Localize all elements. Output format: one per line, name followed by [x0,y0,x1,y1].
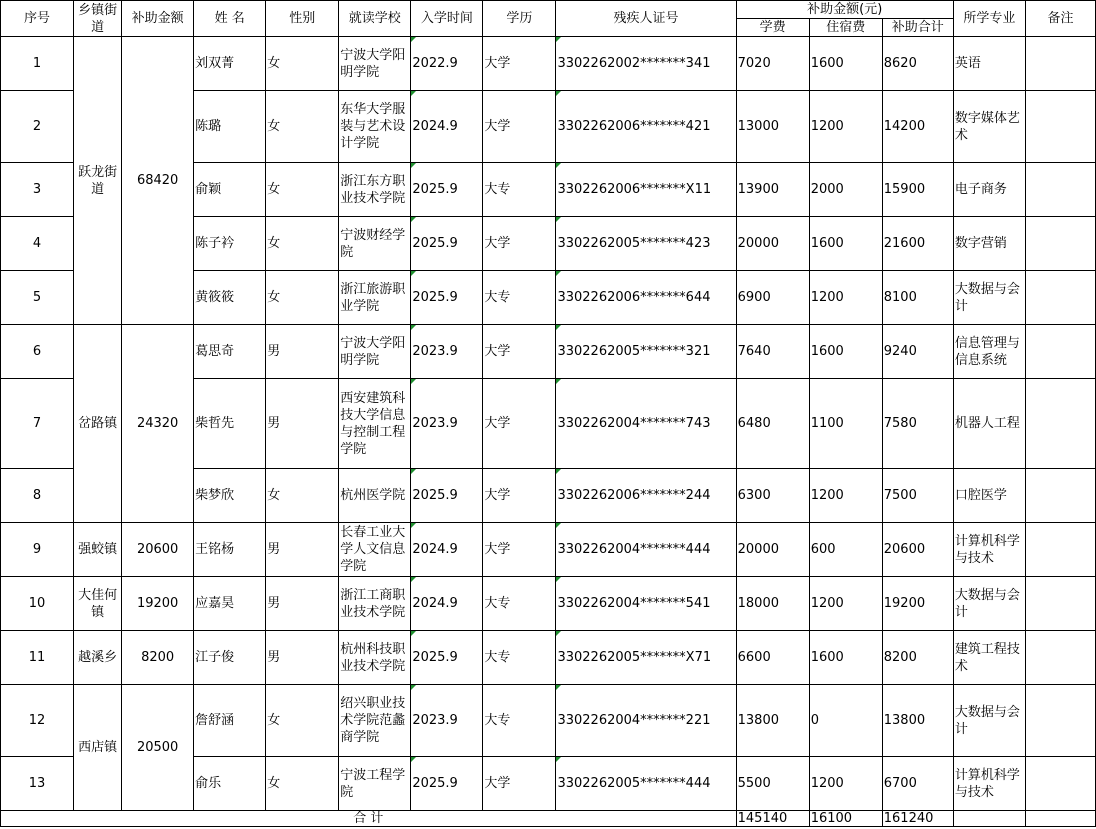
cell-remark[interactable] [1025,163,1095,217]
cell-school[interactable]: 宁波大学阳明学院 [339,325,411,379]
cell-major[interactable]: 电子商务 [953,163,1025,217]
cell-subsidy-total[interactable]: 8200 [882,631,953,685]
cell-lodging[interactable]: 1200 [809,469,882,523]
cell-school[interactable]: 东华大学服装与艺术设计学院 [339,91,411,163]
cell-gender[interactable]: 女 [266,217,339,271]
cell-major[interactable]: 机器人工程 [953,379,1025,469]
table-row [1,37,1096,91]
cell-seq[interactable]: 5 [1,271,74,325]
header-subsidy-amount[interactable]: 补助金额 [122,1,194,37]
cell-education[interactable]: 大学 [483,37,556,91]
cell-remark[interactable] [1025,325,1095,379]
cell-school[interactable]: 宁波财经学院 [339,217,411,271]
cell-lodging[interactable]: 600 [809,523,882,577]
cell-name[interactable]: 陈子衿 [194,217,266,271]
cell-gender[interactable]: 男 [266,379,339,469]
cell-enroll-time[interactable]: 2024.9 [411,577,483,631]
cell-school[interactable]: 浙江工商职业技术学院 [339,577,411,631]
cell-school[interactable]: 宁波大学阳明学院 [339,37,411,91]
table-row [1,325,1096,379]
cell-gender[interactable]: 女 [266,757,339,811]
cell-enroll-time[interactable]: 2025.9 [411,631,483,685]
cell-school[interactable]: 浙江东方职业技术学院 [339,163,411,217]
summary-remark[interactable] [1025,811,1095,827]
cell-name[interactable]: 葛思奇 [194,325,266,379]
cell-remark[interactable] [1025,37,1095,91]
cell-seq[interactable]: 11 [1,631,74,685]
cell-education[interactable]: 大专 [483,271,556,325]
cell-enroll-time[interactable]: 2023.9 [411,379,483,469]
header-name[interactable]: 姓 名 [194,1,266,37]
cell-seq[interactable]: 13 [1,757,74,811]
header-enroll-time[interactable]: 入学时间 [411,1,483,37]
cell-major[interactable]: 英语 [953,37,1025,91]
cell-enroll-time[interactable]: 2025.9 [411,757,483,811]
cell-tuition[interactable]: 7640 [736,325,809,379]
table-row [1,685,1096,757]
cell-name[interactable]: 黄筱筱 [194,271,266,325]
cell-education[interactable]: 大学 [483,379,556,469]
cell-town[interactable]: 岔路镇 [74,325,122,523]
cell-remark[interactable] [1025,757,1095,811]
table-row [1,523,1096,577]
cell-disability-id[interactable]: 3302262006*******X11 [556,163,736,217]
cell-lodging[interactable]: 1200 [809,757,882,811]
cell-seq[interactable]: 9 [1,523,74,577]
cell-disability-id[interactable]: 3302262004*******444 [556,523,736,577]
table-row [1,577,1096,631]
cell-enroll-time[interactable]: 2023.9 [411,325,483,379]
cell-major[interactable]: 数字营销 [953,217,1025,271]
cell-name[interactable]: 陈璐 [194,91,266,163]
cell-enroll-time[interactable]: 2025.9 [411,217,483,271]
cell-gender[interactable]: 男 [266,523,339,577]
cell-subsidy-amount[interactable]: 20600 [122,523,194,577]
cell-seq[interactable]: 10 [1,577,74,631]
cell-education[interactable]: 大学 [483,325,556,379]
cell-major[interactable]: 信息管理与信息系统 [953,325,1025,379]
cell-education[interactable]: 大学 [483,469,556,523]
cell-remark[interactable] [1025,685,1095,757]
cell-gender[interactable]: 男 [266,325,339,379]
cell-subsidy-total[interactable]: 13800 [882,685,953,757]
cell-lodging[interactable]: 1200 [809,271,882,325]
cell-name[interactable]: 江子俊 [194,631,266,685]
cell-tuition[interactable]: 6300 [736,469,809,523]
cell-subsidy-total[interactable]: 15900 [882,163,953,217]
cell-tuition[interactable]: 6480 [736,379,809,469]
cell-seq[interactable]: 7 [1,379,74,469]
cell-subsidy-total[interactable]: 9240 [882,325,953,379]
cell-subsidy-total[interactable]: 19200 [882,577,953,631]
cell-enroll-time[interactable]: 2025.9 [411,271,483,325]
cell-remark[interactable] [1025,217,1095,271]
cell-enroll-time[interactable]: 2022.9 [411,37,483,91]
cell-town[interactable]: 跃龙街道 [74,37,122,325]
cell-name[interactable]: 刘双菁 [194,37,266,91]
cell-remark[interactable] [1025,469,1095,523]
cell-school[interactable]: 西安建筑科技大学信息与控制工程学院 [339,379,411,469]
cell-school[interactable]: 绍兴职业技术学院范蠡商学院 [339,685,411,757]
cell-name[interactable]: 应嘉昊 [194,577,266,631]
cell-gender[interactable]: 女 [266,469,339,523]
header-remark[interactable]: 备注 [1025,1,1095,37]
cell-seq[interactable]: 6 [1,325,74,379]
cell-tuition[interactable]: 5500 [736,757,809,811]
cell-seq[interactable]: 4 [1,217,74,271]
header-school[interactable]: 就读学校 [339,1,411,37]
cell-gender[interactable]: 男 [266,577,339,631]
cell-education[interactable]: 大专 [483,577,556,631]
cell-disability-id[interactable]: 3302262005*******X71 [556,631,736,685]
header-major[interactable]: 所学专业 [953,1,1025,37]
table-row [1,631,1096,685]
cell-major[interactable]: 计算机科学与技术 [953,757,1025,811]
cell-education[interactable]: 大学 [483,523,556,577]
cell-tuition[interactable]: 20000 [736,523,809,577]
cell-disability-id[interactable]: 3302262005*******321 [556,325,736,379]
cell-subsidy-amount[interactable]: 20500 [122,685,194,811]
cell-lodging[interactable]: 1200 [809,91,882,163]
summary-total[interactable]: 161240 [882,811,953,827]
cell-lodging[interactable]: 1600 [809,217,882,271]
cell-town[interactable]: 西店镇 [74,685,122,811]
cell-major[interactable]: 大数据与会计 [953,271,1025,325]
cell-disability-id[interactable]: 3302262006*******421 [556,91,736,163]
cell-tuition[interactable]: 18000 [736,577,809,631]
cell-enroll-time[interactable]: 2025.9 [411,469,483,523]
cell-major[interactable]: 大数据与会计 [953,577,1025,631]
cell-enroll-time[interactable]: 2024.9 [411,523,483,577]
cell-enroll-time[interactable]: 2025.9 [411,163,483,217]
cell-remark[interactable] [1025,379,1095,469]
cell-name[interactable]: 俞乐 [194,757,266,811]
cell-disability-id[interactable]: 3302262006*******644 [556,271,736,325]
cell-subsidy-amount[interactable]: 68420 [122,37,194,325]
cell-subsidy-total[interactable]: 7580 [882,379,953,469]
cell-subsidy-total[interactable]: 8620 [882,37,953,91]
cell-lodging[interactable]: 1600 [809,325,882,379]
cell-school[interactable]: 杭州科技职业技术学院 [339,631,411,685]
cell-name[interactable]: 柴哲先 [194,379,266,469]
cell-education[interactable]: 大专 [483,685,556,757]
cell-lodging[interactable]: 1200 [809,577,882,631]
header-subsidy-total[interactable]: 补助合计 [882,19,953,37]
cell-lodging[interactable]: 2000 [809,163,882,217]
cell-disability-id[interactable]: 3302262005*******423 [556,217,736,271]
cell-tuition[interactable]: 13000 [736,91,809,163]
cell-subsidy-total[interactable]: 8100 [882,271,953,325]
cell-subsidy-total[interactable]: 20600 [882,523,953,577]
cell-tuition[interactable]: 6600 [736,631,809,685]
cell-subsidy-total[interactable]: 7500 [882,469,953,523]
cell-education[interactable]: 大专 [483,163,556,217]
cell-major[interactable]: 数字媒体艺术 [953,91,1025,163]
cell-town[interactable]: 越溪乡 [74,631,122,685]
cell-tuition[interactable]: 13900 [736,163,809,217]
header-gender[interactable]: 性别 [266,1,339,37]
header-seq[interactable]: 序号 [1,1,74,37]
header-town[interactable]: 乡镇街道 [74,1,122,37]
cell-school[interactable]: 杭州医学院 [339,469,411,523]
cell-name[interactable]: 俞颖 [194,163,266,217]
cell-gender[interactable]: 男 [266,631,339,685]
cell-disability-id[interactable]: 3302262002*******341 [556,37,736,91]
cell-remark[interactable] [1025,91,1095,163]
cell-lodging[interactable]: 1600 [809,631,882,685]
cell-subsidy-total[interactable]: 14200 [882,91,953,163]
cell-tuition[interactable]: 6900 [736,271,809,325]
cell-lodging[interactable]: 0 [809,685,882,757]
cell-remark[interactable] [1025,631,1095,685]
cell-subsidy-amount[interactable]: 24320 [122,325,194,523]
cell-lodging[interactable]: 1600 [809,37,882,91]
cell-enroll-time[interactable]: 2023.9 [411,685,483,757]
header-lodging[interactable]: 住宿费 [809,19,882,37]
cell-disability-id[interactable]: 3302262006*******244 [556,469,736,523]
cell-lodging[interactable]: 1100 [809,379,882,469]
cell-subsidy-amount[interactable]: 8200 [122,631,194,685]
header-subsidy-group[interactable]: 补助金额(元) [736,1,953,19]
cell-education[interactable]: 大学 [483,91,556,163]
cell-subsidy-total[interactable]: 21600 [882,217,953,271]
header-row [1,1,1096,19]
cell-seq[interactable]: 3 [1,163,74,217]
cell-disability-id[interactable]: 3302262005*******444 [556,757,736,811]
cell-subsidy-amount[interactable]: 19200 [122,577,194,631]
cell-gender[interactable]: 女 [266,685,339,757]
summary-major[interactable] [953,811,1025,827]
cell-gender[interactable]: 女 [266,37,339,91]
summary-tuition[interactable]: 145140 [736,811,809,827]
cell-gender[interactable]: 女 [266,163,339,217]
cell-remark[interactable] [1025,577,1095,631]
header-disability-id[interactable]: 残疾人证号 [556,1,736,37]
cell-education[interactable]: 大学 [483,757,556,811]
cell-school[interactable]: 浙江旅游职业学院 [339,271,411,325]
cell-school[interactable]: 长春工业大学人文信息学院 [339,523,411,577]
cell-major[interactable]: 口腔医学 [953,469,1025,523]
summary-label[interactable]: 合 计 [1,811,737,827]
cell-tuition[interactable]: 13800 [736,685,809,757]
cell-name[interactable]: 王铭杨 [194,523,266,577]
cell-seq[interactable]: 1 [1,37,74,91]
header-tuition[interactable]: 学费 [736,19,809,37]
cell-disability-id[interactable]: 3302262004*******743 [556,379,736,469]
cell-school[interactable]: 宁波工程学院 [339,757,411,811]
cell-name[interactable]: 柴梦欣 [194,469,266,523]
cell-remark[interactable] [1025,271,1095,325]
cell-subsidy-total[interactable]: 6700 [882,757,953,811]
cell-major[interactable]: 大数据与会计 [953,685,1025,757]
cell-disability-id[interactable]: 3302262004*******221 [556,685,736,757]
cell-major[interactable]: 计算机科学与技术 [953,523,1025,577]
cell-gender[interactable]: 女 [266,91,339,163]
cell-enroll-time[interactable]: 2024.9 [411,91,483,163]
cell-seq[interactable]: 12 [1,685,74,757]
cell-remark[interactable] [1025,523,1095,577]
cell-disability-id[interactable]: 3302262004*******541 [556,577,736,631]
summary-lodging[interactable]: 16100 [809,811,882,827]
cell-gender[interactable]: 女 [266,271,339,325]
cell-seq[interactable]: 2 [1,91,74,163]
cell-town[interactable]: 强蛟镇 [74,523,122,577]
summary-row [1,811,1096,827]
cell-education[interactable]: 大专 [483,631,556,685]
cell-education[interactable]: 大学 [483,217,556,271]
cell-name[interactable]: 詹舒涵 [194,685,266,757]
cell-tuition[interactable]: 20000 [736,217,809,271]
cell-tuition[interactable]: 7020 [736,37,809,91]
cell-town[interactable]: 大佳何镇 [74,577,122,631]
cell-major[interactable]: 建筑工程技术 [953,631,1025,685]
cell-seq[interactable]: 8 [1,469,74,523]
header-education[interactable]: 学历 [483,1,556,37]
